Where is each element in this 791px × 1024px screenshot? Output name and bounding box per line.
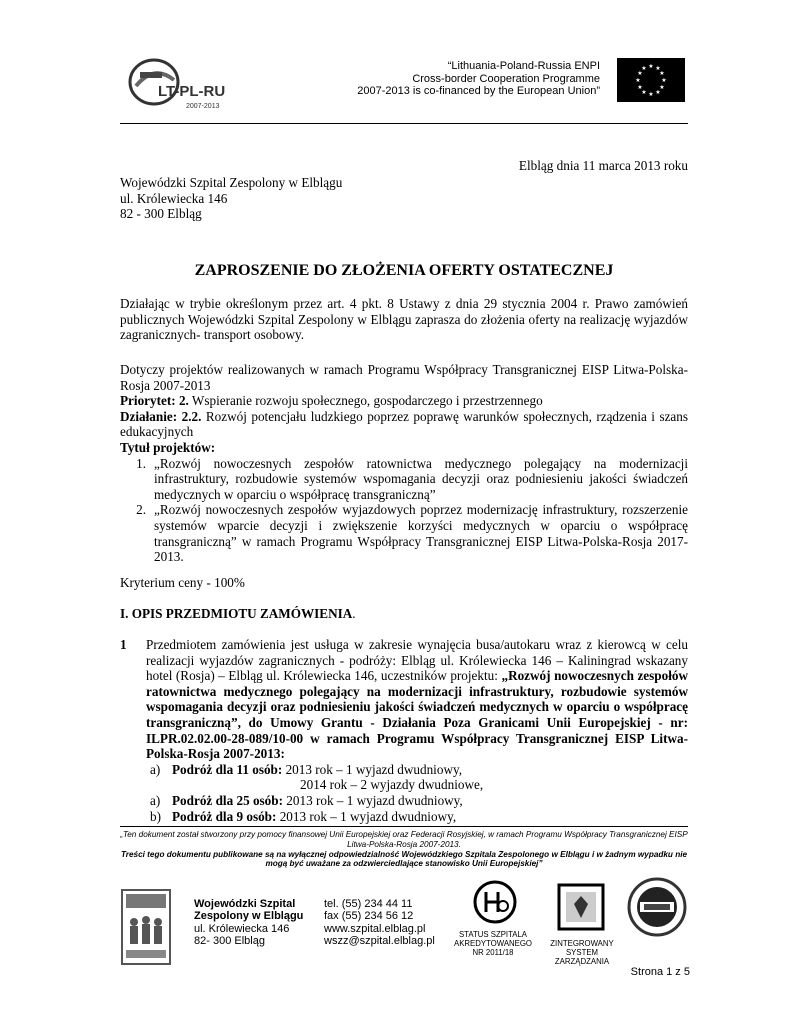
- header-divider: [120, 123, 688, 124]
- quality-system-icon: [556, 882, 606, 932]
- svg-text:★: ★: [659, 84, 665, 91]
- hospital-street: ul. Królewiecka 146: [194, 922, 290, 935]
- svg-text:★: ★: [655, 65, 661, 72]
- programme-line: Cross-border Cooperation Programme: [412, 72, 600, 85]
- action-line: [120, 409, 688, 440]
- section-heading: I. OPIS PRZEDMIOTU ZAMÓWIENIA.: [120, 606, 356, 621]
- email-link[interactable]: wszz@szpital.elblag.pl: [324, 934, 435, 947]
- trip-list: [146, 762, 688, 824]
- list-item: [120, 456, 688, 503]
- programme-statement: [260, 60, 600, 98]
- hospital-name: Zespolony w Elblągu: [194, 910, 304, 923]
- address-line: 82 - 300 Elbląg: [120, 206, 202, 222]
- action-text: Rozwój potencjału ludzkiego poprzez poprawę warunków społecznych, rządzenia i szans edukacyjnych: [120, 408, 689, 440]
- priority-text: Wspieranie rozwoju społecznego, gospodarczego i przestrzennego: [188, 393, 543, 409]
- lt-pl-ru-logo: [128, 56, 228, 116]
- page-number: Strona 1 z 5: [630, 966, 690, 978]
- svg-text:★: ★: [655, 89, 661, 96]
- svg-text:★: ★: [637, 84, 643, 91]
- list-number: 1.: [136, 455, 146, 471]
- trip-row: b) Podróż dla 9 osób: 2013 rok – 1 wyjazd dwudniowy,: [150, 808, 457, 824]
- document-title: ZAPROSZENIE DO ZŁOŻENIA OFERTY OSTATECZNEJ: [194, 262, 614, 279]
- item-text: Przedmiotem zamówienia jest usługa w zakresie wynajęcia busa/autokaru wraz z kierowcą w celu realizacji wyjazdów zagranicznych - podróży: Elbląg ul. Królewiecka 146 – Kaliningrad wskazany hotel (Rosja) – Elbląg ul. Królewiecka 146, uczestników projektu: „Rozwój nowoczesnych zespołów ratownictwa medycznego polegający na modernizacji infrastruktury, rozbudowie systemów wspomagania decyzji oraz podniesieniu jakości świadczeń medycznych w oparciu o współpracę transgraniczną”, do Umowy Grantu - Działania Poza Granicami Unii Europejskiej - nr: ILPR.02.02.00-28-089/10-00 w ramach Programu Współpracy Transgranicznej EISP Litwa-Polska-Rosja 2007-2013:: [146, 637, 688, 762]
- projects-line: Dotyczy projektów realizowanych w ramach Programu Współpracy Transgranicznej EISP Litwa-Polska-Rosja 2007-2013: [120, 362, 688, 393]
- priority-line: [120, 393, 688, 409]
- hospital-crest-icon: [120, 888, 172, 966]
- svg-text:★: ★: [648, 63, 654, 70]
- criterion: Kryterium ceny - 100%: [120, 575, 245, 590]
- disclaimer-line-bold: Treści tego dokumentu publikowane są na wyłącznej odpowiedzialność Wojewódzkiego Szpitala Zespolonego w Elblągu i w żadnym wypadku nie mogą być uważane za odzwierciedlające stanowisko Unii Europejskiej”: [120, 849, 688, 869]
- eu-flag-icon: [617, 58, 685, 102]
- hospital-contact: [324, 898, 435, 947]
- fax: fax (55) 234 56 12: [324, 910, 414, 923]
- footer-divider: [120, 826, 688, 827]
- quality-system-label: ZINTEGROWANY SYSTEM ZARZĄDZANIA: [550, 939, 614, 966]
- projects-block: [120, 362, 688, 565]
- svg-text:LT-PL-RU: LT-PL-RU: [158, 83, 226, 100]
- phone: tel. (55) 234 44 11: [324, 898, 413, 910]
- svg-text:★: ★: [641, 65, 647, 72]
- action-label: Działanie: 2.2.: [120, 408, 202, 424]
- hospital-city: 82- 300 Elbląg: [194, 934, 265, 947]
- svg-text:★: ★: [661, 77, 667, 84]
- list-text: „Rozwój nowoczesnych zespołów ratownictwa medycznego polegający na modernizacji infrastruktury, rozbudowie systemów wspomagania decyzji oraz podniesieniu jakości świadczeń medycznych w oparciu o współpracę transgraniczną”: [154, 455, 688, 502]
- date-line: Elbląg dnia 11 marca 2013 roku: [518, 158, 688, 173]
- titles-label: Tytuł projektów:: [120, 439, 216, 455]
- trip-row: a) Podróż dla 11 osób: 2013 rok – 1 wyjazd dwudniowy,: [150, 761, 462, 777]
- item-number: 1: [120, 637, 127, 652]
- accreditation-label: STATUS SZPITALA AKREDYTOWANEGO NR 2011/18: [454, 930, 532, 957]
- hospital-name: Wojewódzki Szpital: [194, 898, 296, 910]
- order-item-1: [120, 637, 688, 824]
- svg-text:★: ★: [637, 70, 643, 77]
- iqnet-certificate-icon: [626, 876, 688, 938]
- disclaimer-line: „Ten dokument został stworzony przy pomocy finansowej Unii Europejskiej oraz Federacji Rosyjskiej, w ramach Programu Współpracy Transgranicznej EISP Litwa-Polska-Rosja 2007-2013.: [120, 830, 688, 849]
- website-link[interactable]: www.szpital.elblag.pl: [324, 922, 426, 935]
- item-body: [146, 637, 688, 824]
- trip-row: 2014 rok – 2 wyjazdy dwudniowe,: [300, 777, 484, 793]
- list-item: [120, 502, 688, 564]
- svg-text:★: ★: [659, 70, 665, 77]
- funding-disclaimer: [120, 830, 688, 869]
- programme-line: 2007-2013 is co-financed by the European Union”: [357, 85, 600, 97]
- list-number: 2.: [136, 502, 146, 518]
- recipient-address: [120, 175, 342, 222]
- address-line: ul. Królewiecka 146: [120, 190, 228, 206]
- svg-text:★: ★: [635, 77, 641, 84]
- priority-label: Priorytet: 2.: [120, 393, 189, 409]
- programme-line: “Lithuania-Poland-Russia ENPI: [447, 60, 600, 72]
- section-heading-dot: .: [352, 606, 356, 621]
- trip-row: a) Podróż dla 25 osób: 2013 rok – 1 wyjazd dwudniowy,: [150, 792, 463, 808]
- svg-text:2007-2013: 2007-2013: [186, 103, 220, 110]
- accreditation-seal-icon: [470, 878, 520, 930]
- item-text-bold: „Rozwój nowoczesnych zespołów ratownictwa medycznego polegający na modernizacji infrastruktury, rozbudowie systemów wspomagania decyzji oraz podniesieniu jakości świadczeń medycznych w oparciu o współpracę transgraniczną”, do Umowy Grantu - Działania Poza Granicami Unii Europejskiej - nr: ILPR.02.02.00-28-089/10-00 w ramach Programu Współpracy Transgranicznej EISP Litwa-Polska-Rosja 2007-2013:: [146, 668, 688, 762]
- address-line: Wojewódzki Szpital Zespolony w Elblągu: [120, 175, 343, 190]
- svg-text:★: ★: [648, 91, 654, 98]
- svg-text:★: ★: [641, 89, 647, 96]
- intro-paragraph: Działając w trybie określonym przez art. 4 pkt. 8 Ustawy z dnia 29 stycznia 2004 r. Prawo zamówień publicznych Wojewódzki Szpital Zespolony w Elblągu zaprasza do złożenia oferty na realizację wyjazdów zagranicznych- transport osobowy.: [120, 296, 688, 343]
- list-text: „Rozwój nowoczesnych zespołów wyjazdowych poprzez modernizację infrastruktury, rozszerzenie systemów wparcie decyzji i zwiększenie korzyści medycznych w oparciu o współpracę transgraniczną” w ramach Programu Współpracy Transgranicznej EISP Litwa-Polska-Rosja 2017-2013.: [154, 502, 688, 565]
- hospital-address: [194, 898, 303, 947]
